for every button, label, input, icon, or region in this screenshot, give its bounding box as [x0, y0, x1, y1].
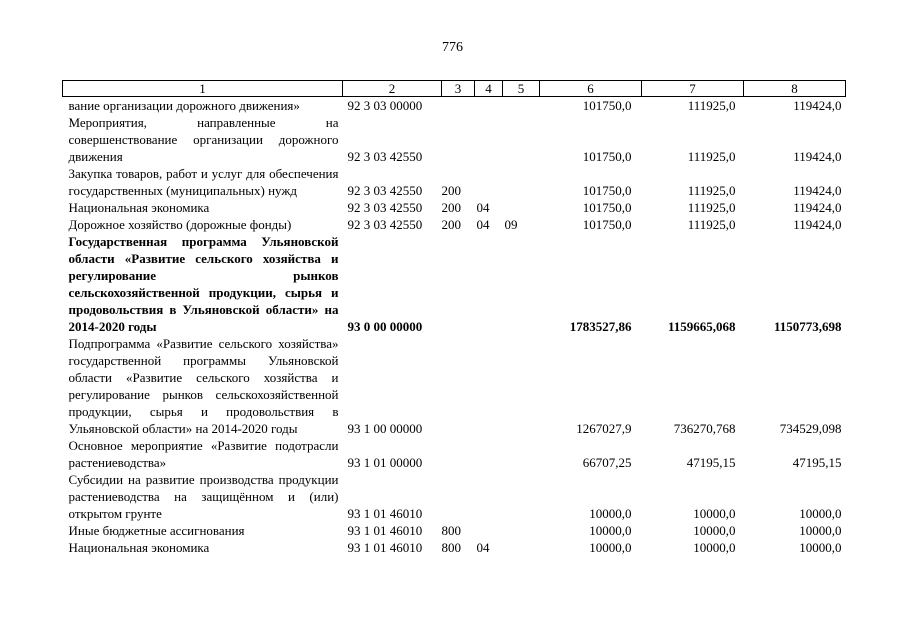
row-value-2019: 47195,15 [686, 455, 736, 470]
row-value-2019: 736270,768 [673, 421, 736, 436]
row-code: 93 1 01 46010 [347, 506, 423, 521]
row-pr: 09 [504, 217, 518, 232]
row-rz [475, 165, 503, 199]
row-value-2020: 1150773,698 [773, 319, 842, 334]
row-vr: 200 [441, 217, 461, 232]
row-rz: 04 [476, 217, 490, 232]
row-pr [503, 471, 540, 522]
header-col-vr: 3 [442, 81, 475, 97]
row-value-2018: 66707,25 [582, 455, 632, 470]
row-name: вание организации дорожного движения» [68, 98, 300, 113]
table-row [63, 471, 846, 522]
row-name: Дорожное хозяйство (дорожные фонды) [68, 217, 292, 232]
row-value-2018: 1267027,9 [576, 421, 632, 436]
row-rz [475, 437, 503, 471]
row-pr [503, 522, 540, 539]
row-value-2019: 111925,0 [687, 217, 736, 232]
row-code: 93 0 00 00000 [347, 319, 423, 334]
header-col-2019: 7 [642, 81, 744, 97]
row-rz [475, 233, 503, 335]
row-value-2020: 10000,0 [799, 540, 842, 555]
table-body [63, 97, 846, 557]
row-value-2018: 10000,0 [589, 540, 632, 555]
page-number: 776 [442, 40, 463, 55]
row-rz [475, 522, 503, 539]
row-value-2020: 10000,0 [799, 506, 842, 521]
row-name: Основное мероприятие «Развитие подотрасли растениеводства» [68, 438, 339, 470]
row-vr [442, 233, 475, 335]
table-row [63, 335, 846, 437]
table-row [63, 522, 846, 539]
row-name: Иные бюджетные ассигнования [68, 523, 245, 538]
header-col-2018: 6 [540, 81, 642, 97]
row-code: 93 1 01 46010 [347, 540, 423, 555]
row-value-2020: 734529,098 [779, 421, 842, 436]
row-pr [503, 335, 540, 437]
table-row [63, 437, 846, 471]
row-value-2019: 111925,0 [687, 98, 736, 113]
row-code: 92 3 03 00000 [347, 98, 423, 113]
header-col-rz: 4 [475, 81, 503, 97]
row-value-2018: 1783527,86 [569, 319, 632, 334]
header-col-code: 2 [343, 81, 442, 97]
row-vr: 800 [441, 523, 461, 538]
table-row [63, 114, 846, 165]
row-pr [503, 233, 540, 335]
row-rz: 04 [476, 540, 490, 555]
row-value-2019: 111925,0 [687, 149, 736, 164]
row-vr [442, 335, 475, 437]
row-value-2019: 10000,0 [693, 540, 736, 555]
header-col-pr: 5 [503, 81, 540, 97]
row-value-2019: 111925,0 [687, 183, 736, 198]
table-row [63, 539, 846, 556]
row-vr: 200 [441, 200, 461, 215]
header-col-name: 1 [63, 81, 343, 97]
row-value-2020: 119424,0 [793, 183, 842, 198]
table-row [63, 233, 846, 335]
table-row [63, 216, 846, 233]
row-rz: 04 [476, 200, 490, 215]
row-value-2020: 47195,15 [792, 455, 842, 470]
row-pr [503, 97, 540, 115]
row-pr [503, 114, 540, 165]
row-value-2020: 119424,0 [793, 98, 842, 113]
row-pr [503, 539, 540, 556]
row-code: 93 1 01 00000 [347, 455, 423, 470]
row-value-2019: 10000,0 [693, 523, 736, 538]
row-rz [475, 114, 503, 165]
row-value-2018: 101750,0 [582, 183, 632, 198]
row-vr [442, 471, 475, 522]
row-value-2018: 10000,0 [589, 523, 632, 538]
row-name: Национальная экономика [68, 540, 210, 555]
header-row [63, 81, 846, 97]
row-rz [475, 471, 503, 522]
row-vr [442, 97, 475, 115]
row-vr: 800 [441, 540, 461, 555]
table-row [63, 97, 846, 115]
row-pr [503, 165, 540, 199]
row-name: Подпрограмма «Развитие сельского хозяйства» государственной программы Ульяновской области «Развитие сельского хозяйства и регулирование рынков сельскохозяйственной продукции, сырья и продовольствия в Ульяновской области» на 2014-2020 годы [68, 336, 339, 436]
header-col-2020: 8 [744, 81, 846, 97]
row-code: 93 1 00 00000 [347, 421, 423, 436]
row-value-2018: 10000,0 [589, 506, 632, 521]
row-vr [442, 114, 475, 165]
row-name: Закупка товаров, работ и услуг для обеспечения государственных (муниципальных) нужд [68, 166, 339, 198]
row-value-2020: 10000,0 [799, 523, 842, 538]
row-vr: 200 [441, 183, 461, 198]
row-value-2018: 101750,0 [582, 200, 632, 215]
row-value-2019: 10000,0 [693, 506, 736, 521]
row-code: 93 1 01 46010 [347, 523, 423, 538]
row-code: 92 3 03 42550 [347, 149, 423, 164]
row-value-2019: 111925,0 [687, 200, 736, 215]
row-value-2018: 101750,0 [582, 98, 632, 113]
row-value-2020: 119424,0 [793, 217, 842, 232]
row-value-2020: 119424,0 [793, 200, 842, 215]
row-pr [503, 437, 540, 471]
table-header [63, 81, 846, 97]
row-value-2020: 119424,0 [793, 149, 842, 164]
row-rz [475, 335, 503, 437]
row-name: Национальная экономика [68, 200, 210, 215]
row-name: Государственная программа Ульяновской области «Развитие сельского хозяйства и регулирование рынков сельскохозяйственной продукции, сырья и продовольствия в Ульяновской области» на 2014-2020 годы [68, 234, 339, 334]
row-name: Субсидии на развитие производства продукции растениеводства на защищённом и (или) открытом грунте [68, 472, 339, 521]
row-rz [475, 97, 503, 115]
row-name: Мероприятия, направленные на совершенствование организации дорожного движения [68, 115, 339, 164]
row-code: 92 3 03 42550 [347, 200, 423, 215]
row-code: 92 3 03 42550 [347, 217, 423, 232]
budget-table [62, 80, 846, 556]
row-value-2018: 101750,0 [582, 149, 632, 164]
row-value-2018: 101750,0 [582, 217, 632, 232]
row-code: 92 3 03 42550 [347, 183, 423, 198]
table-row [63, 165, 846, 199]
row-pr [503, 199, 540, 216]
row-vr [442, 437, 475, 471]
table-row [63, 199, 846, 216]
row-value-2019: 1159665,068 [667, 319, 736, 334]
